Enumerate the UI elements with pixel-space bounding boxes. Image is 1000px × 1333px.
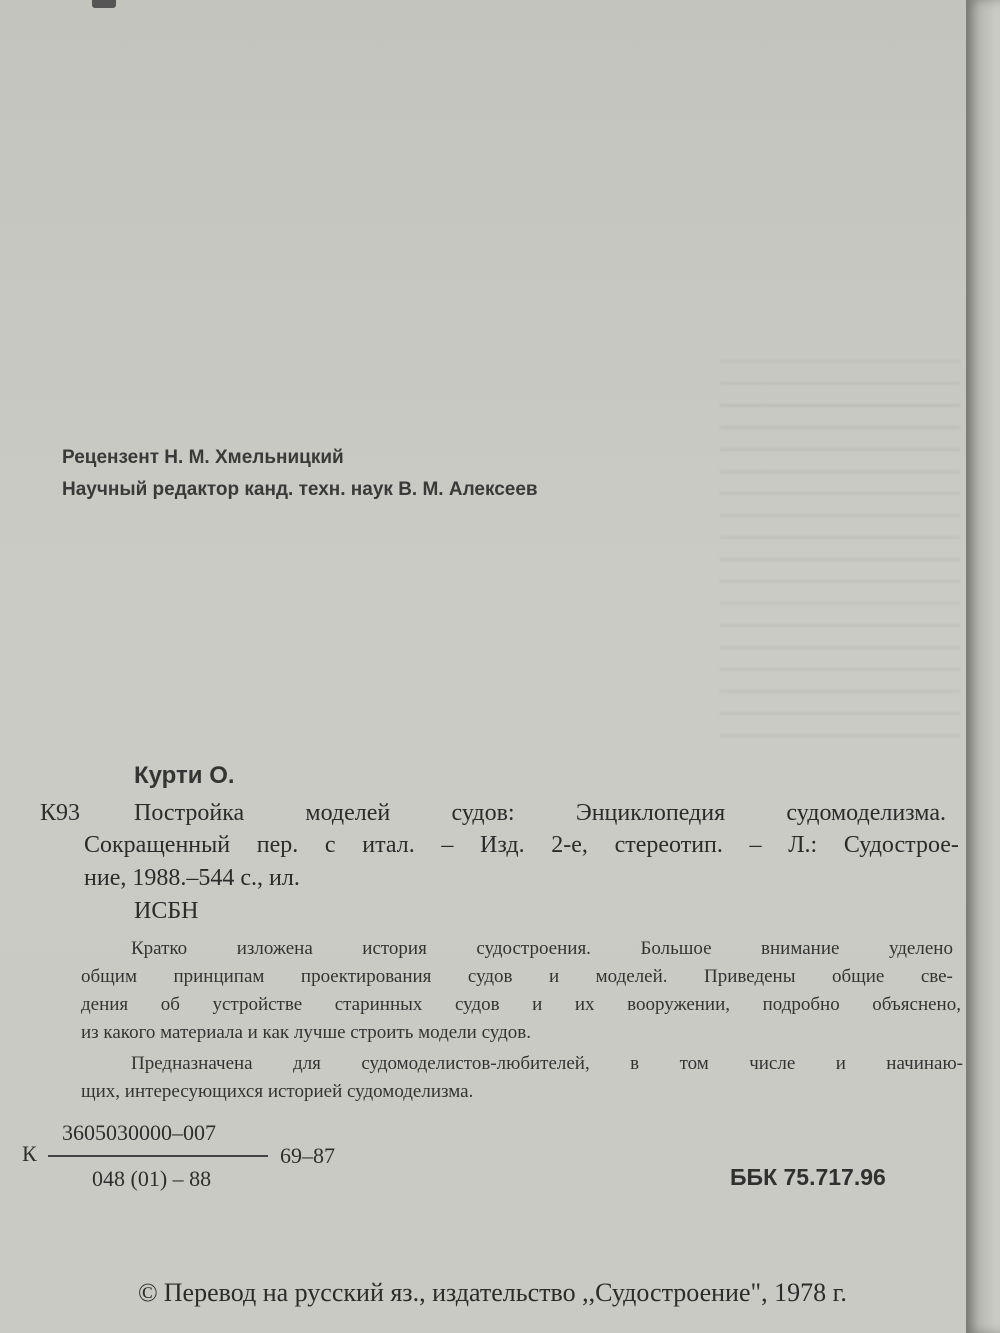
abstract-line-4: из какого материала и как лучше строить модели судов. — [81, 1022, 531, 1043]
editor-line: Научный редактор канд. техн. наук В. М. Алексеев — [62, 479, 538, 500]
word: и — [548, 966, 560, 987]
copyright-line — [138, 1278, 847, 1308]
abstract-line-6: щих, интересующихся историей судомоделизма. — [81, 1081, 474, 1102]
word: история — [362, 938, 427, 959]
word: принципам — [173, 966, 265, 987]
show-through-text — [720, 360, 960, 740]
word: Энциклопедия — [575, 800, 726, 826]
word: старинных — [334, 994, 423, 1015]
abstract-line-5 — [131, 1053, 963, 1075]
word: моделей. — [595, 966, 668, 987]
word: дения — [81, 994, 129, 1015]
book-spine-shadow — [966, 0, 1000, 1333]
word: общим — [81, 966, 137, 987]
word: судомоделизма. — [786, 800, 946, 826]
word: и — [835, 1053, 846, 1074]
word: об — [160, 994, 180, 1015]
abstract-line-1 — [131, 938, 953, 960]
word: судомоделистов-любителей, — [361, 1053, 590, 1074]
word: судостроения. — [476, 938, 591, 959]
word: и — [532, 994, 543, 1015]
index-numerator: 3605030000–007 — [62, 1120, 216, 1145]
word: том — [679, 1053, 709, 1074]
catalog-title-line-1 — [134, 800, 946, 827]
index-letter: К — [22, 1141, 37, 1166]
word: Кратко — [131, 938, 188, 959]
catalog-title-line-3: ние, 1988.–544 с., ил. — [84, 865, 300, 891]
word: подробно — [762, 994, 840, 1015]
word: общие — [831, 966, 885, 987]
word: – — [441, 832, 454, 858]
word: уделено — [888, 938, 953, 959]
credits-block — [62, 442, 538, 506]
copyright-text: Перевод на русский яз., издательство ,,Судостроение", 1978 г. — [163, 1278, 847, 1307]
word: числе — [749, 1053, 796, 1074]
word: Л.: — [788, 832, 818, 858]
word: с — [324, 832, 336, 858]
print-mark — [92, 0, 116, 8]
isbn-label: ИСБН — [134, 898, 199, 924]
word: устройстве — [212, 994, 303, 1015]
index-right-number: 69–87 — [280, 1143, 335, 1168]
word: – — [749, 832, 762, 858]
word: пер. — [256, 832, 299, 858]
word: Большое — [640, 938, 712, 959]
word: их — [574, 994, 595, 1015]
word: судов — [467, 966, 513, 987]
word: Изд. — [480, 832, 525, 858]
index-denominator: 048 (01) – 88 — [92, 1166, 212, 1191]
word: начинаю- — [886, 1053, 963, 1074]
abstract-line-2 — [81, 966, 953, 988]
word: Постройка — [134, 800, 245, 826]
bbk-code: ББК 75.717.96 — [730, 1164, 886, 1190]
word: в — [630, 1053, 640, 1074]
word: Сокращенный — [84, 832, 231, 858]
word: 2-е, — [551, 832, 588, 858]
fraction-line — [48, 1155, 268, 1157]
word: Судострое- — [843, 832, 959, 858]
word: моделей — [305, 800, 391, 826]
word: для — [293, 1053, 321, 1074]
abstract-line-3 — [81, 994, 961, 1016]
word: стереотип. — [614, 832, 723, 858]
word: судов: — [451, 800, 515, 826]
word: внимание — [761, 938, 840, 959]
copyright-icon: © — [138, 1278, 158, 1307]
catalog-author: Курти О. — [134, 762, 235, 789]
word: Предназначена — [131, 1053, 253, 1074]
catalog-title-line-2 — [84, 832, 959, 859]
word: вооружении, — [627, 994, 731, 1015]
word: судов — [454, 994, 500, 1015]
catalog-code: К93 — [40, 800, 81, 826]
word: изложена — [236, 938, 313, 959]
word: проектирования — [300, 966, 432, 987]
word: Приведены — [704, 966, 796, 987]
word: объяснено, — [872, 994, 961, 1015]
reviewer-line: Рецензент Н. М. Хмельницкий — [62, 447, 344, 468]
word: итал. — [362, 832, 415, 858]
word: све- — [920, 966, 953, 987]
